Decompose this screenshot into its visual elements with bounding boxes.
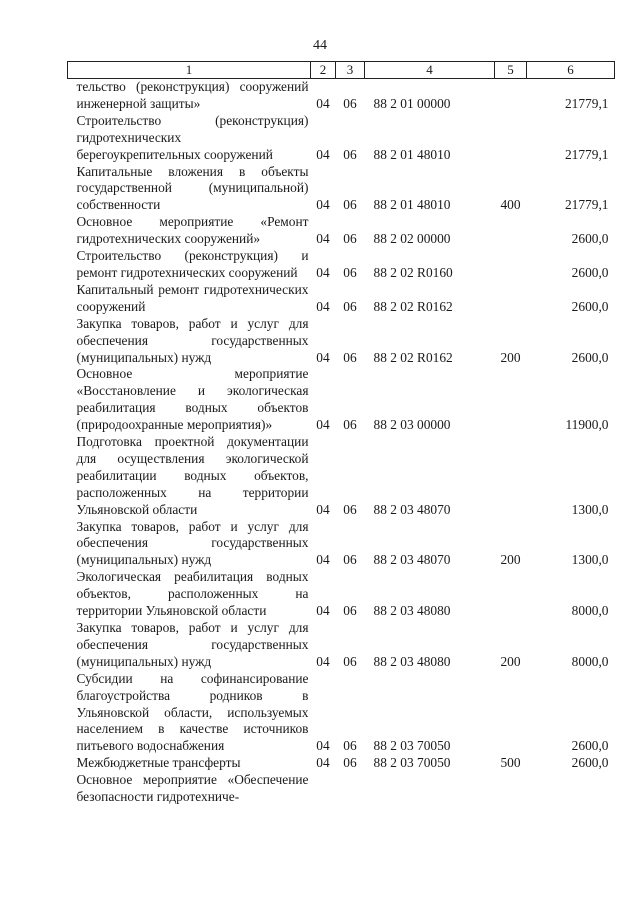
row-section: 04 (316, 755, 330, 771)
row-name: Капитальные вложения в объекты государственной (муниципальной) собственности (76, 163, 309, 213)
row-amount: 2600,0 (571, 755, 609, 771)
row-amount: 1300,0 (571, 552, 609, 568)
row-amount: 21779,1 (564, 146, 609, 162)
row-name: Закупка товаров, работ и услуг для обеспечения государственных (муниципальных) нужд (76, 518, 309, 568)
row-amount: 2600,0 (571, 264, 609, 280)
row-expense-type (495, 772, 527, 806)
row-subsection: 06 (343, 146, 357, 162)
table-row (68, 620, 615, 671)
row-section: 04 (316, 349, 330, 365)
row-amount: 11900,0 (565, 417, 609, 433)
row-target-article: 88 2 02 R0162 (373, 298, 453, 314)
row-expense-type (495, 671, 527, 756)
table-row (68, 755, 615, 772)
row-amount: 21779,1 (564, 95, 609, 111)
table-row (68, 79, 615, 113)
row-amount: 8000,0 (571, 603, 609, 619)
row-target-article: 88 2 03 70050 (373, 755, 451, 771)
col-header-section: 2 (311, 62, 336, 79)
row-expense-type (495, 434, 527, 519)
row-name: тельство (реконструкция) сооружений инженерной защиты» (76, 79, 309, 111)
row-name: Капитальный ремонт гидротехнических сооружений (76, 281, 309, 314)
column-number-header (68, 62, 615, 79)
table-row (68, 113, 615, 164)
row-target-article (365, 772, 495, 806)
table-row (68, 519, 615, 570)
row-target-article: 88 2 03 00000 (373, 417, 451, 433)
row-subsection: 06 (343, 264, 357, 280)
row-name: Основное мероприятие «Обеспечение безопасности гидротехниче- (76, 772, 309, 805)
row-expense-type (495, 366, 527, 434)
table-row (68, 366, 615, 434)
row-subsection: 06 (343, 417, 357, 433)
row-amount: 2600,0 (571, 231, 609, 247)
row-subsection: 06 (343, 552, 357, 568)
row-subsection: 06 (343, 95, 357, 111)
row-amount: 2600,0 (571, 738, 609, 754)
row-amount: 1300,0 (571, 501, 609, 517)
table-body (68, 79, 615, 806)
row-target-article: 88 2 01 48010 (373, 146, 451, 162)
row-section: 04 (316, 264, 330, 280)
row-target-article: 88 2 03 70050 (373, 738, 451, 754)
row-section: 04 (316, 417, 330, 433)
col-header-expense-type: 5 (495, 62, 527, 79)
row-name: Закупка товаров, работ и услуг для обеспечения государственных (муниципальных) нужд (76, 620, 309, 669)
table-row (68, 772, 615, 806)
row-expense-type: 200 (500, 653, 521, 669)
row-expense-type (495, 113, 527, 164)
row-name: Строительство (реконструкция) гидротехнических берегоукрепительных сооружений (76, 112, 309, 162)
row-subsection: 06 (343, 298, 357, 314)
row-amount: 2600,0 (571, 349, 609, 365)
row-section: 04 (316, 197, 330, 213)
row-expense-type (495, 214, 527, 248)
row-section: 04 (316, 552, 330, 568)
row-subsection: 06 (343, 653, 357, 669)
row-name: Основное мероприятие «Восстановление и экологическая реабилитация водных объектов (природоохранные мероприятия)» (76, 366, 309, 433)
row-target-article: 88 2 03 48070 (373, 501, 451, 517)
row-section: 04 (316, 146, 330, 162)
row-subsection: 06 (343, 231, 357, 247)
row-subsection: 06 (343, 738, 357, 754)
row-name: Строительство (реконструкция) и ремонт гидротехнических сооружений (76, 248, 309, 280)
col-header-amount: 6 (527, 62, 615, 79)
table-row (68, 282, 615, 316)
row-target-article: 88 2 02 R0160 (373, 264, 453, 280)
row-target-article: 88 2 01 00000 (373, 95, 451, 111)
row-subsection (336, 772, 365, 806)
table-row (68, 434, 615, 519)
row-name: Экологическая реабилитация водных объектов, расположенных на территории Ульяновской области (76, 569, 309, 619)
row-section: 04 (316, 738, 330, 754)
col-header-name: 1 (68, 62, 311, 79)
row-target-article: 88 2 01 48010 (373, 197, 451, 213)
row-expense-type (495, 248, 527, 282)
row-subsection: 06 (343, 603, 357, 619)
table-row (68, 214, 615, 248)
row-target-article: 88 2 03 48080 (373, 603, 451, 619)
row-name: Подготовка проектной документации для осуществления экологической реабилитации водных объектов, расположенных на территории Ульяновской области (76, 434, 309, 517)
row-section: 04 (316, 501, 330, 517)
row-subsection: 06 (343, 197, 357, 213)
row-expense-type (495, 569, 527, 620)
row-section (311, 772, 336, 806)
row-expense-type: 200 (500, 552, 521, 568)
table-row (68, 316, 615, 367)
table-row (68, 248, 615, 282)
col-header-subsection: 3 (336, 62, 365, 79)
row-expense-type: 200 (500, 349, 521, 365)
row-section: 04 (316, 603, 330, 619)
row-target-article: 88 2 02 00000 (373, 231, 451, 247)
row-section: 04 (316, 231, 330, 247)
row-target-article: 88 2 03 48080 (373, 653, 451, 669)
row-section: 04 (316, 653, 330, 669)
row-amount: 2600,0 (571, 298, 609, 314)
row-target-article: 88 2 02 R0162 (373, 349, 453, 365)
row-name: Субсидии на софинансирование благоустройства родников в Ульяновской области, используемых населением в качестве источников питьевого водоснабжения (76, 670, 309, 754)
row-target-article: 88 2 03 48070 (373, 552, 451, 568)
row-subsection: 06 (343, 501, 357, 517)
row-expense-type: 500 (500, 755, 521, 771)
row-subsection: 06 (343, 755, 357, 771)
row-name: Закупка товаров, работ и услуг для обеспечения государственных (муниципальных) нужд (76, 315, 309, 365)
page-number: 44 (313, 38, 327, 53)
row-subsection: 06 (343, 349, 357, 365)
row-section: 04 (316, 298, 330, 314)
row-name: Основное мероприятие «Ремонт гидротехнических сооружений» (76, 214, 309, 247)
row-amount (527, 772, 615, 806)
row-expense-type (495, 282, 527, 316)
table-row (68, 569, 615, 620)
table-row (68, 671, 615, 756)
col-header-target-article: 4 (365, 62, 495, 79)
table-row (68, 164, 615, 215)
row-amount: 21779,1 (564, 197, 609, 213)
row-amount: 8000,0 (571, 653, 609, 669)
budget-table (67, 61, 615, 806)
row-expense-type (495, 79, 527, 113)
row-expense-type: 400 (500, 197, 521, 213)
row-name: Межбюджетные трансферты (76, 755, 241, 771)
row-section: 04 (316, 95, 330, 111)
